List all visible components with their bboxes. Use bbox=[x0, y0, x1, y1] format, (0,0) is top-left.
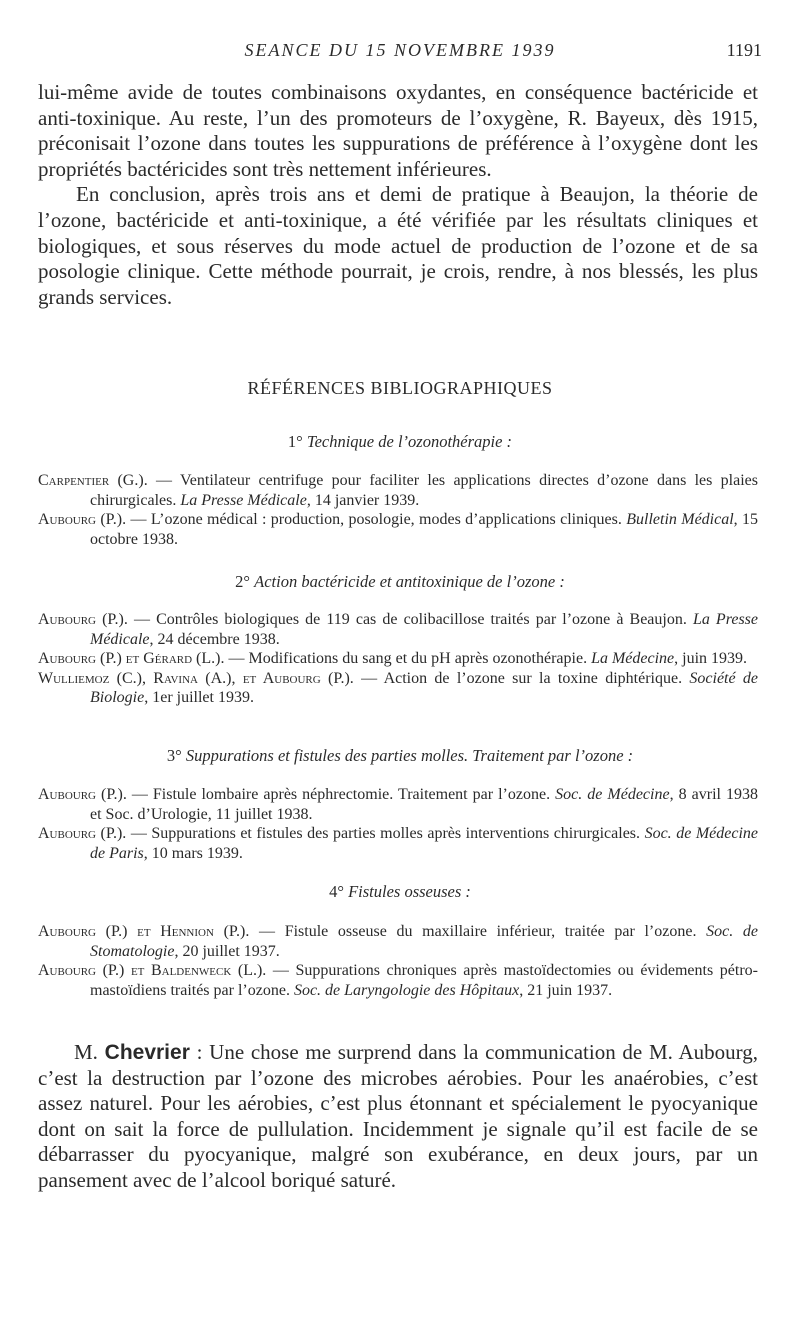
reference-tail: , 21 juin 1937. bbox=[519, 981, 613, 999]
intro-paragraph-1: lui-même avide de toutes combinaisons oxydantes, en conséquence bactéricide et anti-toxinique. Au reste, l’un des promoteurs de l’oxygène, R. Bayeux, dès 1915, préconisait l’ozone dans toutes les suppurations de préférence à l’oxygène dont les propriétés bactéricides sont très nettement inférieures. bbox=[38, 80, 758, 181]
section-3-heading bbox=[0, 746, 800, 766]
section-title: Technique de l’ozonothérapie : bbox=[306, 432, 513, 451]
reference-journal: Soc. de Laryngologie des Hôpitaux bbox=[293, 981, 520, 999]
reference-tail: , juin 1939. bbox=[674, 650, 748, 667]
reference-item bbox=[38, 471, 758, 510]
reference-text: — Ventilateur centrifuge pour faciliter les applications directes d’ozone dans les plaies chirurgicales. bbox=[90, 472, 758, 509]
speaker-title: M. bbox=[74, 1040, 105, 1064]
reference-journal: Société de Biologie bbox=[90, 669, 759, 706]
reference-item bbox=[38, 649, 758, 669]
discussion-paragraph bbox=[38, 1040, 758, 1194]
reference-journal: Bulletin Médical bbox=[626, 511, 734, 528]
reference-tail: , 15 octobre 1938. bbox=[90, 511, 759, 548]
section-2-heading bbox=[0, 572, 800, 592]
reference-text: — Suppurations chroniques après mastoïdectomies ou évidements pétro-mastoïdiens traités par l’ozone. bbox=[90, 962, 758, 999]
reference-tail: , 14 janvier 1939. bbox=[306, 491, 420, 509]
reference-tail: , 24 décembre 1938. bbox=[149, 630, 280, 648]
reference-tail: , 20 juillet 1937. bbox=[174, 942, 280, 960]
references-heading: RÉFÉRENCES BIBLIOGRAPHIQUES bbox=[247, 378, 553, 398]
section-title: Suppurations et fistules des parties molles. Traitement par l’ozone : bbox=[185, 746, 634, 765]
section-title: Action bactéricide et antitoxinique de l’ozone : bbox=[254, 572, 565, 591]
section-4-references bbox=[38, 922, 758, 1000]
reference-text: — Suppurations et fistules des parties molles après interventions chirurgicales. bbox=[126, 825, 645, 842]
reference-tail: , 10 mars 1939. bbox=[143, 844, 243, 862]
reference-journal: Soc. de Médecine de Paris bbox=[90, 825, 758, 862]
running-header bbox=[0, 38, 800, 62]
section-1-references bbox=[38, 471, 758, 549]
reference-tail: , 1er juillet 1939. bbox=[144, 689, 254, 706]
section-title: Fistules osseuses : bbox=[348, 882, 471, 901]
speaker-name: Chevrier bbox=[104, 1041, 190, 1064]
reference-text: — Contrôles biologiques de 119 cas de colibacillose traités par l’ozone à Beaujon. bbox=[127, 611, 693, 628]
section-number: 4° bbox=[329, 882, 344, 901]
reference-text: — Modifications du sang et du pH après ozonothérapie. bbox=[224, 650, 592, 667]
discussion-text bbox=[38, 1040, 758, 1194]
intro-text bbox=[38, 80, 758, 310]
reference-text: — Fistule osseuse du maxillaire inférieur, traitée par l’ozone. bbox=[249, 923, 707, 940]
reference-journal: Soc. de Médecine bbox=[555, 786, 670, 803]
reference-journal: Soc. de Stomatologie bbox=[90, 923, 759, 960]
reference-authors: Aubourg (P.) et Gérard (L.). bbox=[38, 650, 225, 667]
reference-authors: Wulliemoz (C.), Ravina (A.), et Aubourg (P.). bbox=[38, 669, 354, 687]
reference-item bbox=[38, 785, 758, 824]
section-1-heading bbox=[0, 432, 800, 452]
reference-text: — Fistule lombaire après néphrectomie. Traitement par l’ozone. bbox=[126, 786, 556, 803]
reference-authors: Aubourg (P.). bbox=[38, 511, 127, 528]
reference-item bbox=[38, 669, 758, 708]
reference-authors: Aubourg (P.). bbox=[38, 825, 127, 842]
reference-tail: , 8 avril 1938 et Soc. d’Urologie, 11 juillet 1938. bbox=[90, 786, 758, 823]
section-number: 3° bbox=[166, 746, 182, 765]
section-4-heading bbox=[0, 882, 800, 902]
reference-text: — Action de l’ozone sur la toxine diphtérique. bbox=[353, 669, 690, 687]
reference-journal: La Presse Médicale bbox=[90, 611, 758, 648]
section-number: 2° bbox=[235, 572, 251, 591]
reference-item bbox=[38, 961, 758, 1000]
reference-text: — L’ozone médical : production, posologie, modes d’applications cliniques. bbox=[126, 511, 627, 528]
running-title: SEANCE DU 15 NOVEMBRE 1939 bbox=[244, 40, 556, 60]
reference-authors: Aubourg (P.). bbox=[38, 611, 128, 628]
intro-paragraph-2: En conclusion, après trois ans et demi de pratique à Beaujon, la théorie de l’ozone, bactéricide et anti-toxinique, a été vérifiée par les résultats cliniques et biologiques, et sous réserves du mode actuel de production de l’ozone et de sa posologie clinique. Cette méthode pourrait, je crois, rendre, à nos blessés, les plus grands services. bbox=[38, 182, 758, 309]
reference-item bbox=[38, 610, 758, 649]
reference-authors: Aubourg (P.) et Hennion (P.). bbox=[38, 923, 250, 940]
reference-authors: Aubourg (P.) et Baldenweck (L.). bbox=[38, 962, 267, 979]
reference-item bbox=[38, 922, 758, 961]
reference-journal: La Médecine bbox=[591, 650, 675, 667]
section-number: 1° bbox=[287, 432, 303, 451]
reference-journal: La Presse Médicale bbox=[180, 491, 307, 509]
discussion-body: : Une chose me surprend dans la communication de M. Aubourg, c’est la destruction par l’ozone des microbes aérobies. Pour les anaérobies, c’est assez naturel. Pour les aérobies, c’est plus étonnant et spécialement le pyocyanique dont on sait la force de pullulation. Incidemment je signale qu’il est facile de se débarrasser du pyocyanique, malgré son exubérance, en deux jours, par un pansement avec de l’alcool boriqué saturé. bbox=[38, 1040, 758, 1192]
reference-authors: Carpentier (G.). bbox=[38, 472, 148, 489]
section-3-references bbox=[38, 785, 758, 863]
reference-item bbox=[38, 824, 758, 863]
reference-item bbox=[38, 510, 758, 549]
section-2-references bbox=[38, 610, 758, 708]
reference-authors: Aubourg (P.). bbox=[38, 786, 127, 803]
page-number: 1191 bbox=[726, 40, 762, 60]
